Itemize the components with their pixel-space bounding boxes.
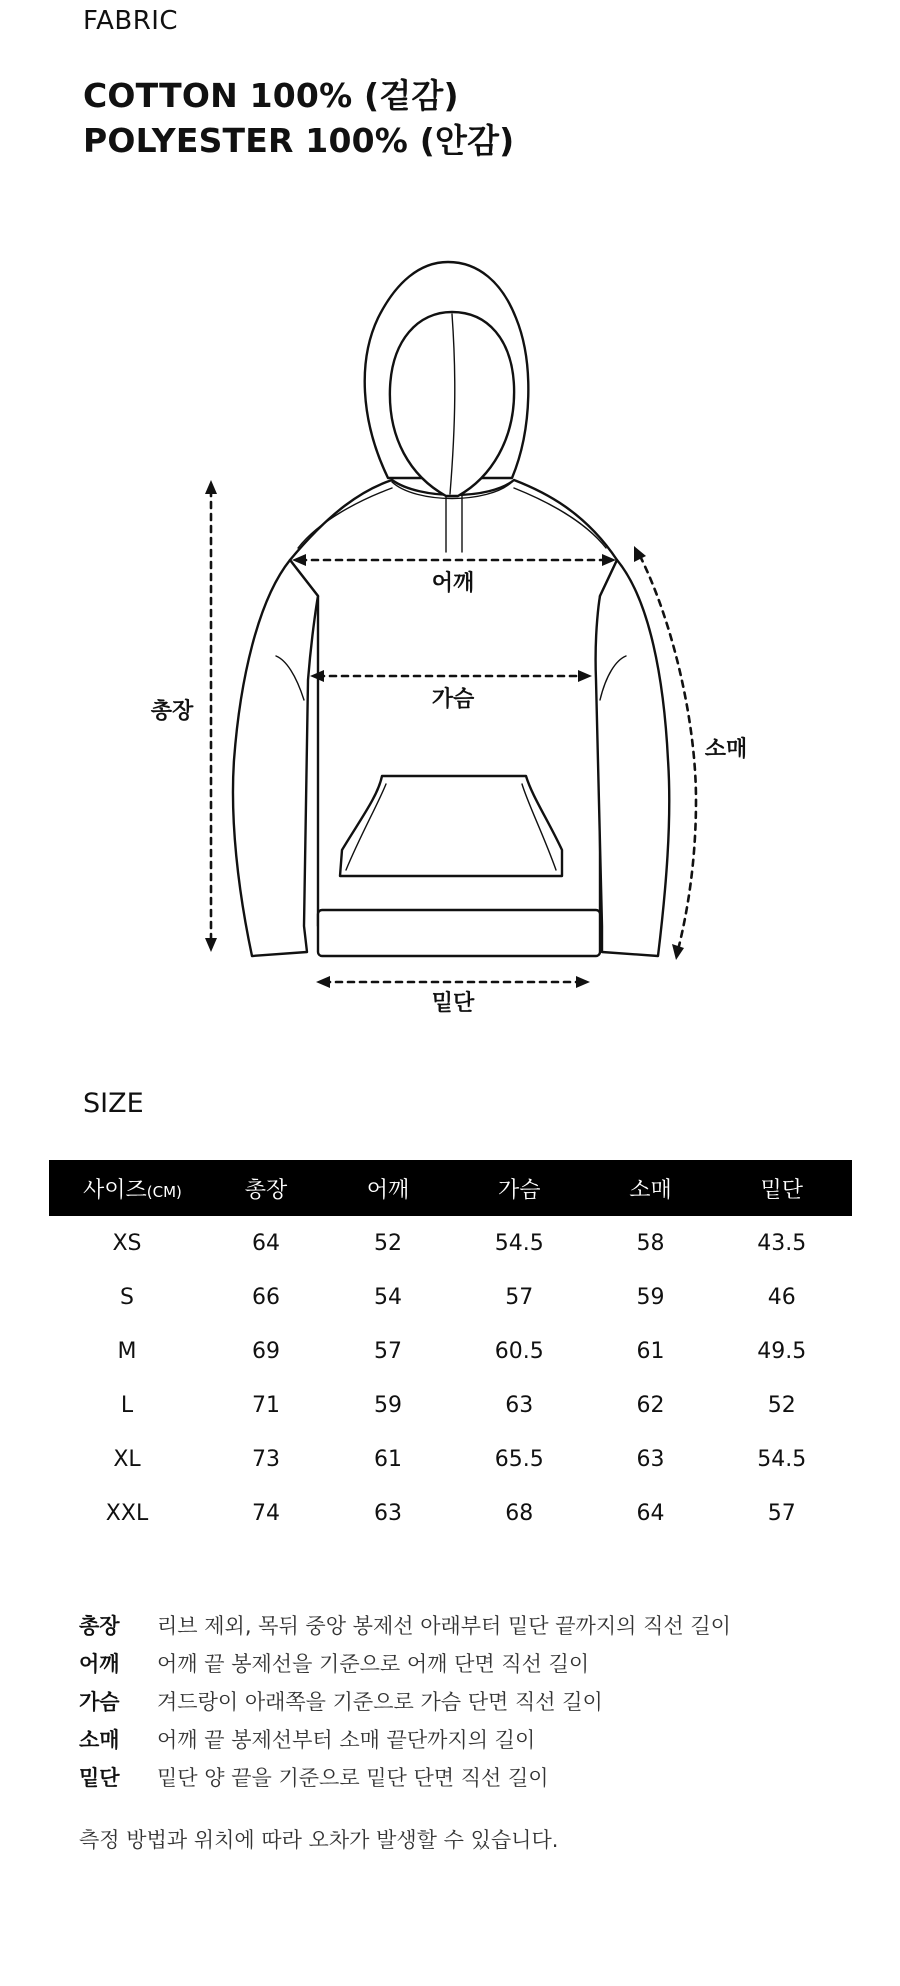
note-text: 어깨 끝 봉제선을 기준으로 어깨 단면 직선 길이 <box>157 1652 590 1676</box>
hem-cell: 46 <box>767 1284 796 1310</box>
note-key: 어깨 <box>79 1652 120 1676</box>
chest-cell: 57 <box>505 1284 534 1310</box>
sleeve-cell: 63 <box>636 1446 665 1472</box>
chest-cell: 60.5 <box>494 1338 544 1364</box>
length-cell: 66 <box>251 1284 280 1310</box>
length-cell: 64 <box>251 1230 280 1256</box>
size-cell: L <box>120 1392 134 1418</box>
note-key: 가슴 <box>79 1690 120 1714</box>
hem-label: 밑단 <box>431 991 475 1016</box>
length-cell: 69 <box>251 1338 280 1364</box>
sleeve-label: 소매 <box>704 737 748 762</box>
hem-band <box>318 910 600 956</box>
chest-cell: 68 <box>505 1500 534 1526</box>
length-cell: 74 <box>251 1500 280 1526</box>
size-cell: XXL <box>105 1500 149 1526</box>
sleeve-column-header: 소매 <box>589 1160 711 1216</box>
shoulder-cell: 57 <box>373 1338 402 1364</box>
length-cell: 71 <box>251 1392 280 1418</box>
hem-cell: 54.5 <box>757 1446 807 1472</box>
note-chest <box>79 1682 859 1720</box>
left-sleeve <box>233 560 318 956</box>
chest-cell: 63 <box>505 1392 534 1418</box>
sleeve-cell: 61 <box>636 1338 665 1364</box>
shoulder-cell: 61 <box>373 1446 402 1472</box>
note-shoulder <box>79 1644 859 1682</box>
hem-cell: 52 <box>767 1392 796 1418</box>
shoulder-cell: 59 <box>373 1392 402 1418</box>
size-cell: M <box>117 1338 137 1364</box>
hoodie-measurement-diagram <box>0 240 900 1040</box>
table-row <box>49 1270 852 1324</box>
note-length <box>79 1606 859 1644</box>
chest-column-header: 가슴 <box>449 1160 590 1216</box>
shoulder-cell: 54 <box>373 1284 402 1310</box>
chest-cell: 54.5 <box>494 1230 544 1256</box>
hem-cell: 43.5 <box>757 1230 807 1256</box>
size-column-header: 사이즈(CM) <box>49 1160 205 1216</box>
hem-column-header: 밑단 <box>711 1160 852 1216</box>
shoulder-cell: 52 <box>373 1230 402 1256</box>
note-hem <box>79 1758 859 1796</box>
size-table <box>49 1160 852 1540</box>
sleeve-cell: 62 <box>636 1392 665 1418</box>
length-cell: 73 <box>251 1446 280 1472</box>
fabric-lining: POLYESTER 100% (안감) <box>83 121 515 160</box>
note-text: 리브 제외, 목뒤 중앙 봉제선 아래부터 밑단 끝까지의 직선 길이 <box>157 1614 731 1638</box>
note-text: 어깨 끝 봉제선부터 소매 끝단까지의 길이 <box>157 1728 536 1752</box>
shoulder-column-header: 어깨 <box>327 1160 449 1216</box>
fabric-outer: COTTON 100% (겉감) <box>83 76 459 115</box>
sleeve-cell: 59 <box>636 1284 665 1310</box>
size-cell: S <box>120 1284 134 1310</box>
note-sleeve <box>79 1720 859 1758</box>
table-row <box>49 1486 852 1540</box>
sleeve-cell: 58 <box>636 1230 665 1256</box>
table-row <box>49 1216 852 1270</box>
note-key: 소매 <box>79 1728 120 1752</box>
hem-cell: 57 <box>767 1500 796 1526</box>
size-cell: XL <box>113 1446 141 1472</box>
note-text: 겨드랑이 아래쪽을 기준으로 가슴 단면 직선 길이 <box>157 1690 603 1714</box>
size-heading: SIZE <box>83 1088 144 1119</box>
sleeve-cell: 64 <box>636 1500 665 1526</box>
note-key: 밑단 <box>79 1766 120 1790</box>
table-row <box>49 1324 852 1378</box>
right-sleeve <box>596 560 670 956</box>
measurement-notes <box>79 1606 859 1796</box>
note-text: 밑단 양 끝을 기준으로 밑단 단면 직선 길이 <box>157 1766 549 1790</box>
chest-label: 가슴 <box>431 687 475 712</box>
size-table-header <box>49 1160 852 1216</box>
size-cell: XS <box>112 1230 142 1256</box>
length-label: 총장 <box>150 699 194 724</box>
disclaimer: 측정 방법과 위치에 따라 오차가 발생할 수 있습니다. <box>79 1828 559 1852</box>
note-key: 총장 <box>79 1614 120 1638</box>
hem-cell: 49.5 <box>757 1338 807 1364</box>
table-row <box>49 1432 852 1486</box>
length-column-header: 총장 <box>205 1160 327 1216</box>
table-row <box>49 1378 852 1432</box>
shoulder-label: 어깨 <box>431 571 475 596</box>
fabric-label: FABRIC <box>83 6 179 36</box>
shoulder-cell: 63 <box>373 1500 402 1526</box>
chest-cell: 65.5 <box>494 1446 544 1472</box>
